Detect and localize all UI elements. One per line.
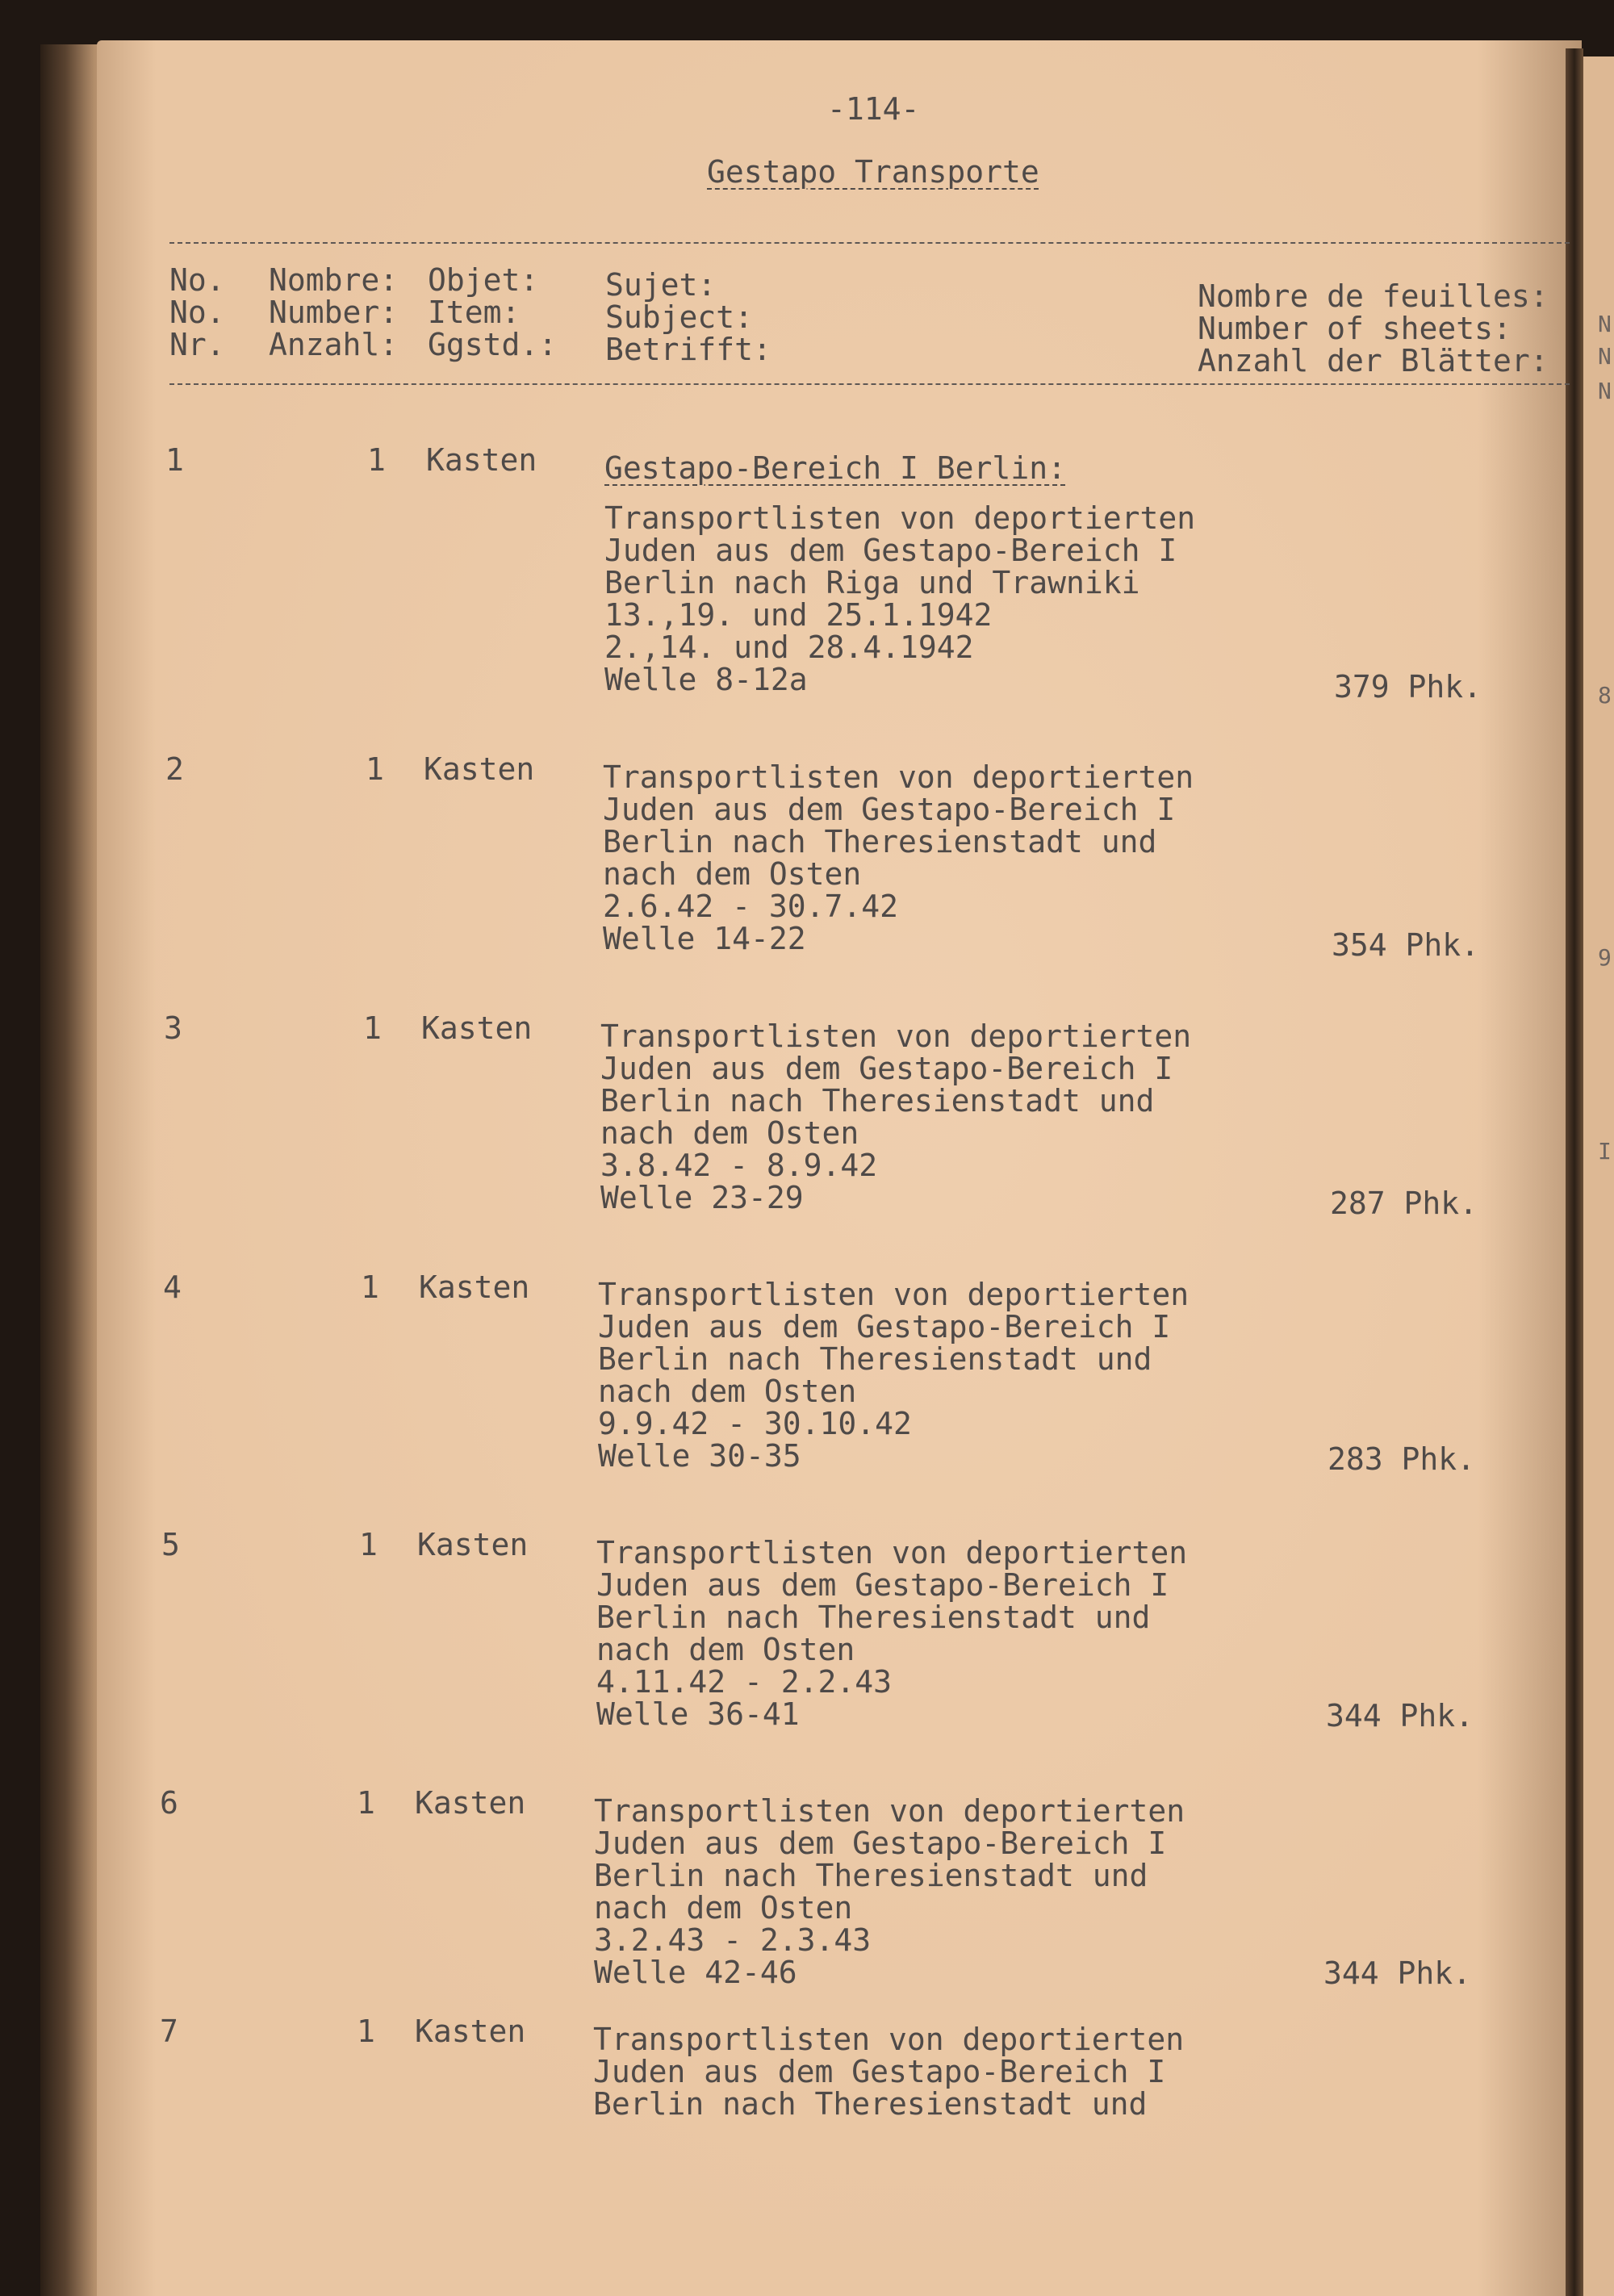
entry-count: 1 xyxy=(359,1527,378,1562)
next-page-fragment: I xyxy=(1598,1138,1612,1165)
entry-item: Kasten xyxy=(415,2014,526,2049)
entry-count: 1 xyxy=(367,442,386,478)
entry-number: 6 xyxy=(160,1785,178,1821)
page-number: -114- xyxy=(827,91,920,127)
entry-description: Transportlisten von deportierten Juden aus dem Gestapo-Bereich I Berlin nach Theresienstadt und nach dem Osten 3.8.42 - 8.9.42 Welle 23-29 xyxy=(600,1018,1192,1215)
entry-description: Transportlisten von deportierten Juden aus dem Gestapo-Bereich I Berlin nach Theresienstadt und xyxy=(593,2022,1185,2122)
next-page-edge xyxy=(1583,56,1614,2296)
entry-description: Transportlisten von deportierten Juden aus dem Gestapo-Bereich I Berlin nach Riga und Trawniki 13.,19. und 25.1.1942 2.,14. und 28.4.1942 Welle 8-12a xyxy=(604,500,1196,697)
entry-item: Kasten xyxy=(424,751,535,787)
entry-count: 1 xyxy=(357,1785,375,1821)
entry-sheets: 344 Phk. xyxy=(1326,1698,1474,1734)
entry-number: 1 xyxy=(165,442,184,478)
header-count: Nombre: Number: Anzahl: xyxy=(269,262,399,362)
next-page-fragment: 8 xyxy=(1598,682,1612,709)
entry-sheets: 344 Phk. xyxy=(1323,1955,1472,1991)
next-page-fragment: 9 xyxy=(1598,944,1612,971)
entry-sheets: 354 Phk. xyxy=(1332,927,1480,963)
entry-description: Transportlisten von deportierten Juden aus dem Gestapo-Bereich I Berlin nach Theresienstadt und nach dem Osten 4.11.42 - 2.2.43 Welle 36-41 xyxy=(596,1535,1188,1732)
header-bottom-rule xyxy=(169,383,1570,385)
entry-item: Kasten xyxy=(421,1010,533,1046)
entry-sheets: 287 Phk. xyxy=(1330,1186,1478,1221)
entry-item: Kasten xyxy=(419,1269,530,1305)
book-gutter xyxy=(1566,48,1583,2296)
entry-number: 7 xyxy=(160,2014,178,2049)
entry-description: Transportlisten von deportierten Juden aus dem Gestapo-Bereich I Berlin nach Theresienstadt und nach dem Osten 2.6.42 - 30.7.42 Welle 14-22 xyxy=(603,759,1194,956)
next-page-fragment: N xyxy=(1598,378,1612,404)
header-item: Objet: Item: Ggstd.: xyxy=(428,262,558,362)
entry-item: Kasten xyxy=(417,1527,529,1562)
entry-number: 3 xyxy=(164,1010,182,1046)
entry-sheets: 379 Phk. xyxy=(1334,669,1482,705)
header-sheets: Nombre de feuilles: Number of sheets: Anzahl der Blätter: xyxy=(1198,278,1549,378)
page-title: Gestapo Transporte xyxy=(707,154,1039,190)
next-page-fragment: N xyxy=(1598,311,1612,337)
entry-item: Kasten xyxy=(415,1785,526,1821)
next-page-fragment: N xyxy=(1598,343,1612,370)
entry-heading: Gestapo-Bereich I Berlin: xyxy=(604,450,1066,486)
entry-number: 5 xyxy=(161,1527,180,1562)
entry-sheets: 283 Phk. xyxy=(1328,1441,1476,1477)
entry-count: 1 xyxy=(361,1269,379,1305)
entry-number: 4 xyxy=(163,1269,182,1305)
entry-description: Transportlisten von deportierten Juden aus dem Gestapo-Bereich I Berlin nach Theresienstadt und nach dem Osten 9.9.42 - 30.10.42 Welle 30-35 xyxy=(598,1277,1190,1474)
entry-item: Kasten xyxy=(426,442,537,478)
header-top-rule xyxy=(169,242,1570,244)
header-no: No. No. Nr. xyxy=(169,262,225,362)
header-subject: Sujet: Subject: Betrifft: xyxy=(605,267,771,367)
entry-count: 1 xyxy=(357,2014,375,2049)
entry-number: 2 xyxy=(165,751,184,787)
entry-count: 1 xyxy=(363,1010,382,1046)
entry-count: 1 xyxy=(366,751,384,787)
entry-description: Transportlisten von deportierten Juden aus dem Gestapo-Bereich I Berlin nach Theresienstadt und nach dem Osten 3.2.43 - 2.3.43 Welle 42-46 xyxy=(594,1793,1185,1990)
